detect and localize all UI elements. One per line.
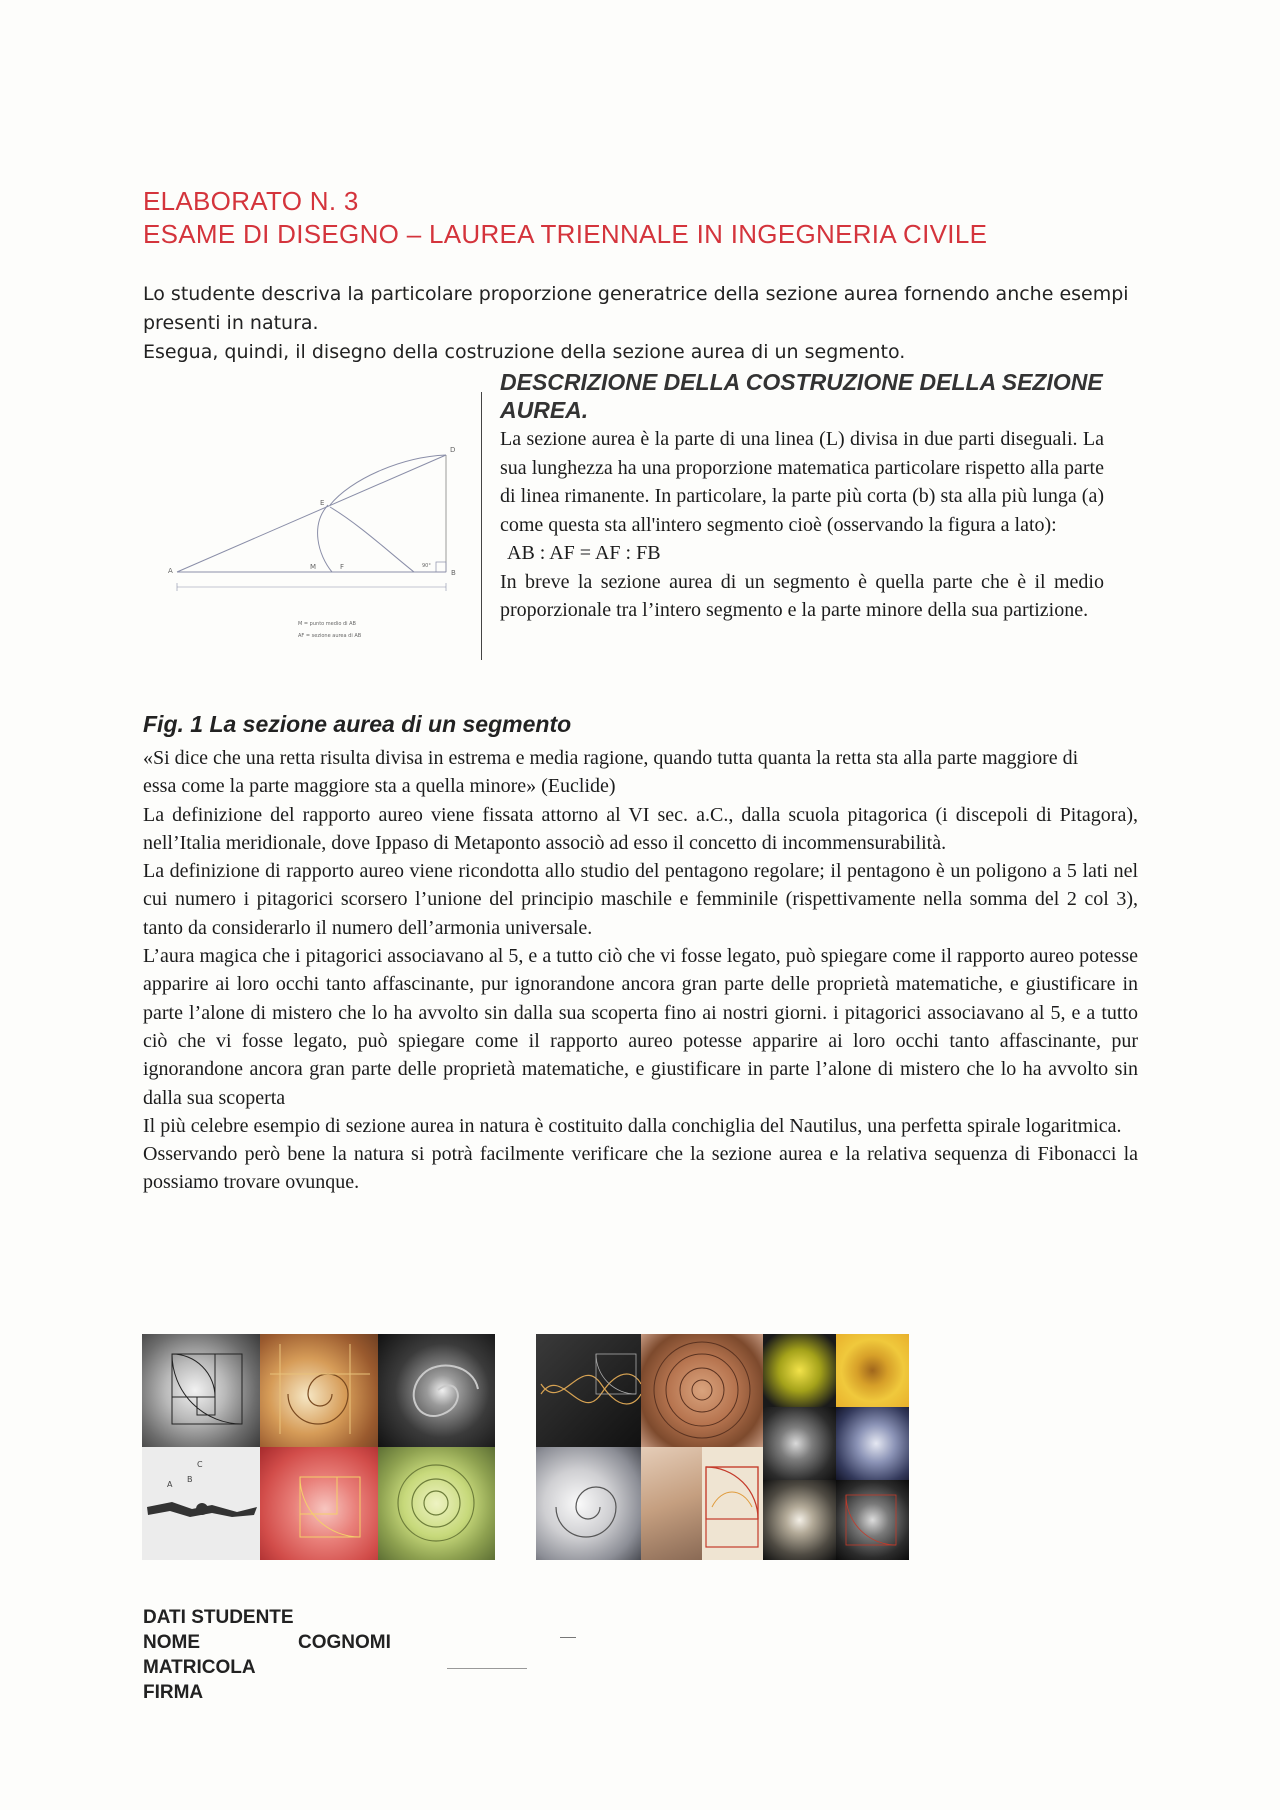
body-paragraph-2: La definizione del rapporto aureo viene fissata attorno al VI sec. a.C., dalla scuola pitagorica (i discepoli di Pitagora), nell’Italia meridionale, dove Ippaso di Metaponto associò ad esso il concetto di incommensurabilità. — [143, 803, 1138, 854]
label-m: M — [310, 563, 317, 571]
label-f: F — [340, 563, 345, 571]
signature-line — [560, 1637, 576, 1638]
label-a: A — [168, 567, 173, 575]
intro-instruction: Esegua, quindi, il disegno della costruzione della sezione aurea di un segmento. — [143, 341, 906, 363]
student-id-label: MATRICOLA — [143, 1657, 256, 1678]
shell-image — [536, 1447, 641, 1560]
svg-text:B: B — [187, 1475, 193, 1484]
fibonacci-pattern-image — [763, 1334, 836, 1407]
arc-e-f — [318, 505, 332, 572]
euclid-quote: «Si dice che una retta risulta divisa in estrema e media ragione, quando tutta quanta la retta sta alla parte maggiore di essa come la parte maggiore sta a quella minore» (Euclide) — [143, 747, 1079, 798]
label-b: B — [451, 569, 456, 577]
body-paragraph-5: Il più celebre esempio di sezione aurea in natura è costituito dalla conchiglia del Nautilus, una perfetta spirale logaritmica. — [143, 1114, 1122, 1137]
student-data — [143, 1605, 583, 1705]
legend-line-1: M = punto medio di AB — [298, 621, 356, 627]
body-paragraph-4: L’aura magica che i pitagorici associavano al 5, e a tutto ciò che vi fosse legato, può spiegare come il rapporto aureo potesse apparire ai loro occhi tanto affascinante, pur ignorandone ancora gran parte delle proprietà matematiche, e giustificare in parte l’alone di mistero che lo ha avvolto sin dalla sua scoperta fino ai nostri giorni. i pitagorici associavano al 5, e a tutto ciò che vi fosse legato, può spiegare come il rapporto aureo potesse apparire ai loro occhi tanto affascinante, pur ignorandone ancora gran parte delle proprietà matematiche, e giustificare in parte l’alone di mistero che lo ha avvolto sin dalla sua scoperta — [143, 945, 1138, 1109]
galaxy-image-3 — [763, 1480, 836, 1560]
galaxy-image-2 — [836, 1407, 909, 1480]
student-surname-label: COGNOMI — [298, 1632, 391, 1653]
description-heading: DESCRIZIONE DELLA COSTRUZIONE DELLA SEZIONE AUREA. — [500, 369, 1103, 423]
pine-cone-image — [641, 1334, 763, 1447]
student-name-label: NOME — [143, 1632, 200, 1653]
description-formula: AB : AF = AF : FB — [507, 542, 661, 564]
document-subtitle: ESAME DI DISEGNO – LAUREA TRIENNALE IN INGEGNERIA CIVILE — [143, 219, 988, 249]
svg-text:C: C — [197, 1460, 203, 1469]
document-title: ELABORATO N. 3 — [143, 186, 359, 216]
succulent-image — [378, 1447, 495, 1560]
intro-paragraph: Lo studente descriva la particolare proporzione generatrice della sezione aurea fornendo anche esempi presenti in natura. — [143, 283, 1129, 334]
nature-collage-right — [536, 1334, 946, 1560]
golden-rectangle-image — [702, 1447, 763, 1560]
description-paragraph-1: La sezione aurea è la parte di una linea (L) divisa in due parti diseguali. La sua lunghezza ha una proporzione matematica particolare rispetto alla parte di linea rimanente. In particolare, la parte più corta (b) sta alla più lunga (a) come questa sta all'intero segmento cioè (osservando la figura a lato): — [500, 428, 1104, 536]
svg-text:A: A — [167, 1480, 173, 1489]
label-d: D — [450, 446, 456, 454]
label-e: E — [320, 499, 325, 507]
hurricane-spiral-image — [142, 1334, 260, 1447]
sunflower-image — [836, 1334, 909, 1407]
signature-line — [447, 1668, 527, 1669]
description-text — [500, 425, 1104, 625]
dna-spiral-image — [536, 1334, 641, 1447]
student-heading: DATI STUDENTE — [143, 1607, 294, 1628]
golden-section-diagram — [160, 425, 470, 655]
body-text — [143, 744, 1138, 1197]
nature-collage-left — [142, 1334, 495, 1560]
legend-line-2: AF = sezione aurea di AB — [298, 633, 362, 639]
rose-image — [260, 1447, 378, 1560]
body-paragraph-6: Osservando però bene la natura si potrà facilmente verificare che la sezione aurea e la relativa sequenza di Fibonacci la possiamo trovare ovunque. — [143, 1143, 1138, 1194]
galaxy-image-1 — [763, 1407, 836, 1480]
galaxy-spiral-image — [836, 1480, 909, 1560]
description-paragraph-2: In breve la sezione aurea di un segmento è quella parte che è il medio proporzionale tra l’intero segmento e la parte minore della sua partizione. — [500, 570, 1104, 621]
spiral-galaxy-image — [378, 1334, 495, 1447]
label-90: 90° — [422, 563, 431, 569]
student-signature-label: FIRMA — [143, 1682, 204, 1703]
nautilus-shell-image — [260, 1334, 378, 1447]
hypotenuse-ad — [177, 455, 446, 572]
hand-image — [641, 1447, 702, 1560]
figure-caption: Fig. 1 La sezione aurea di un segmento — [143, 711, 572, 737]
skeleton-sketch-image — [142, 1447, 260, 1560]
body-paragraph-3: La definizione di rapporto aureo viene ricondotta allo studio del pentagono regolare; il pentagono è un poligono a 5 lati nel cui numero i pitagorici scorsero l’unione del principio maschile e femminile (rispettivamente nella somma del 2 col 3), tanto da considerarlo il numero dell’armonia universale. — [143, 860, 1138, 939]
column-divider — [481, 392, 482, 660]
